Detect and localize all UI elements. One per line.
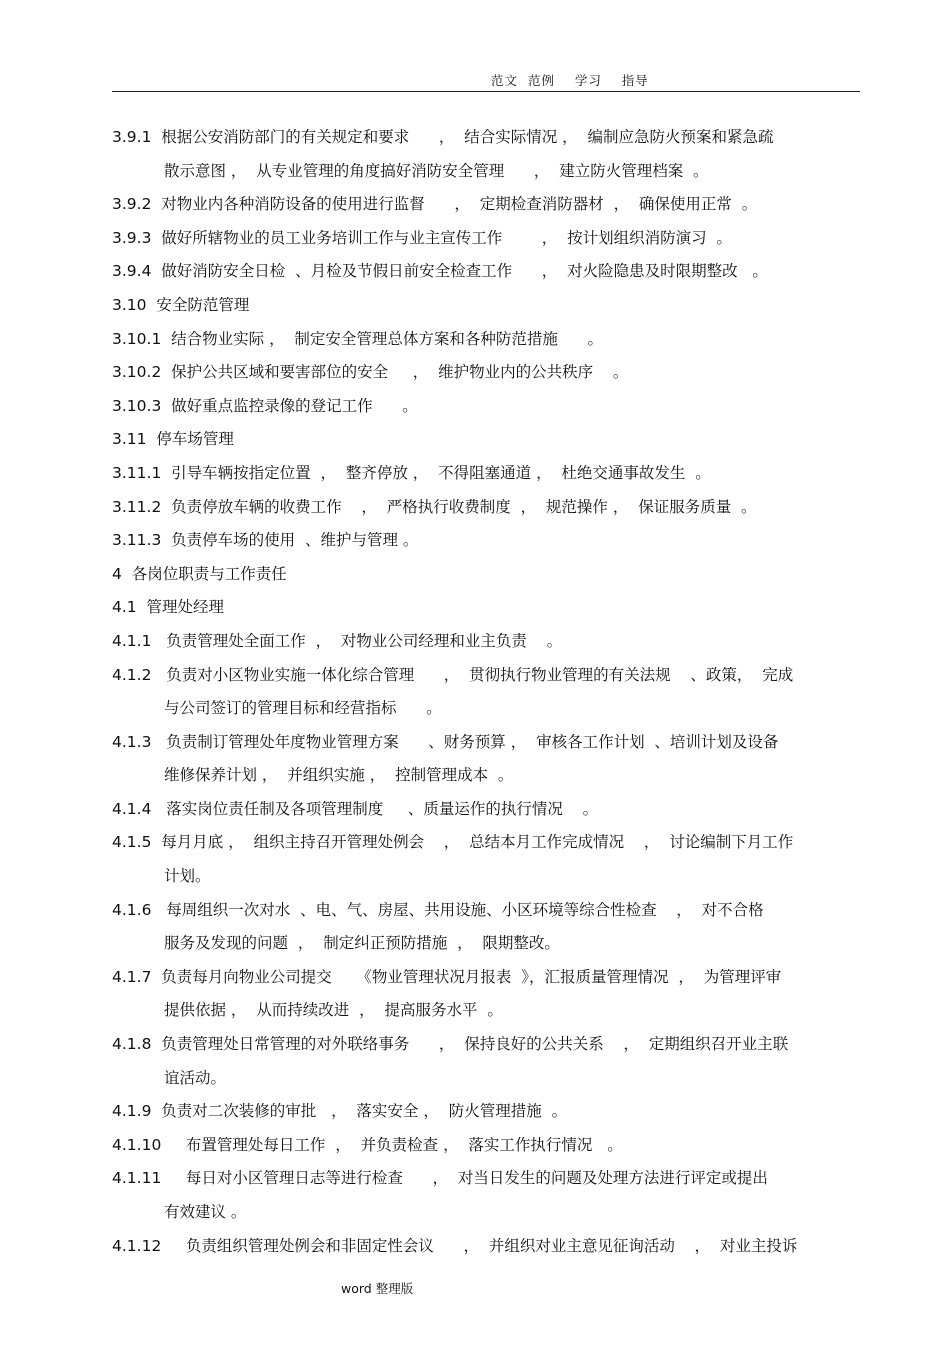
header-text: 范文 范例 学习 指导 bbox=[491, 73, 649, 88]
paragraph-line: 3.10.1 结合物业实际 ， 制定安全管理总体方案和各种防范措施 。 bbox=[112, 329, 603, 348]
paragraph-continuation-line: 谊活动。 bbox=[164, 1068, 227, 1087]
paragraph-line: 3.11.3 负责停车场的使用 、维护与管理 。 bbox=[112, 531, 419, 550]
paragraph-line: 3.9.3 做好所辖物业的员工业务培训工作与业主宣传工作 ， 按计划组织消防演习 。 bbox=[112, 228, 732, 247]
paragraph-line: 4.1.5 每月月底 ， 组织主持召开管理处例会 ， 总结本月工作完成情况 ， 讨论编制下月工作 bbox=[112, 833, 794, 852]
paragraph-continuation-line: 与公司签订的管理目标和经营指标 。 bbox=[164, 699, 442, 718]
paragraph-line: 4.1.8 负责管理处日常管理的对外联络事务 ， 保持良好的公共关系 ， 定期组织召开业主联 bbox=[112, 1035, 789, 1054]
paragraph-line: 3.9.1 根据公安消防部门的有关规定和要求 ， 结合实际情况 ， 编制应急防火预案和紧急疏 bbox=[112, 128, 774, 146]
paragraph-line: 4 各岗位职责与工作责任 bbox=[112, 564, 287, 583]
paragraph-line: 3.10.2 保护公共区域和要害部位的安全 ， 维护物业内的公共秩序 。 bbox=[112, 363, 629, 382]
paragraph-continuation-line: 服务及发现的问题 ， 制定纠正预防措施 ， 限期整改。 bbox=[164, 934, 560, 953]
paragraph-line: 4.1.12 负责组织管理处例会和非固定性会议 ， 并组织对业主意见征询活动 ， 对业主投诉 bbox=[112, 1236, 798, 1255]
paragraph-line: 4.1.1 负责管理处全面工作 ， 对物业公司经理和业主负责 。 bbox=[112, 631, 563, 650]
paragraph-line: 3.9.2 对物业内各种消防设备的使用进行监督 ， 定期检查消防器材 ， 确保使用正常 。 bbox=[112, 195, 758, 214]
paragraph-line: 4.1 管理处经理 bbox=[112, 598, 225, 617]
paragraph-line: 4.1.4 落实岗位责任制及各项管理制度 、质量运作的执行情况 。 bbox=[112, 799, 599, 818]
paragraph-line: 3.11.2 负责停放车辆的收费工作 ， 严格执行收费制度 ， 规范操作 ， 保证服务质量 。 bbox=[112, 497, 757, 516]
paragraph-line: 4.1.2 负责对小区物业实施一体化综合管理 ， 贯彻执行物业管理的有关法规 、政策， 完成 bbox=[112, 665, 794, 684]
paragraph-line: 4.1.9 负责对二次装修的审批 ， 落实安全 ， 防火管理措施 。 bbox=[112, 1102, 568, 1121]
paragraph-line: 3.9.4 做好消防安全日检 、月检及节假日前安全检查工作 ， 对火险隐患及时限期整改 。 bbox=[112, 262, 768, 281]
paragraph-line: 4.1.3 负责制订管理处年度物业管理方案 、财务预算 ， 审核各工作计划 、培训计划及设备 bbox=[112, 732, 779, 751]
paragraph-continuation-line: 计划。 bbox=[164, 867, 211, 886]
paragraph-continuation-line: 维修保养计划 ， 并组织实施 ， 控制管理成本 。 bbox=[164, 766, 514, 785]
paragraph-line: 3.11 停车场管理 bbox=[112, 430, 234, 449]
paragraph-line: 4.1.11 每日对小区管理日志等进行检查 ， 对当日发生的问题及处理方法进行评定或提出 bbox=[112, 1169, 768, 1188]
document-body bbox=[112, 121, 862, 1263]
paragraph-continuation-line: 散示意图 ， 从专业管理的角度搞好消防安全管理 ， 建立防火管理档案 。 bbox=[164, 161, 709, 180]
paragraph-line: 3.11.1 引导车辆按指定位置 ， 整齐停放 ， 不得阻塞通道 ， 杜绝交通事故发生 。 bbox=[112, 463, 711, 482]
paragraph-line: 4.1.7 负责每月向物业公司提交 《物业管理状况月报表 》，汇报质量管理情况 ， 为管理评审 bbox=[112, 967, 782, 986]
paragraph-line: 3.10 安全防范管理 bbox=[112, 295, 250, 314]
paragraph-line: 3.10.3 做好重点监控录像的登记工作 。 bbox=[112, 396, 418, 415]
header-rule bbox=[112, 91, 860, 92]
paragraph-continuation-line: 提供依据 ， 从而持续改进 ， 提高服务水平 。 bbox=[164, 1001, 503, 1020]
paragraph-line: 4.1.10 布置管理处每日工作 ， 并负责检查 ， 落实工作执行情况 。 bbox=[112, 1135, 623, 1154]
paragraph-line: 4.1.6 每周组织一次对水 、电、气、房屋、共用设施、小区环境等综合性检查 ， 对不合格 bbox=[112, 900, 764, 919]
page-header bbox=[0, 62, 950, 92]
paragraph-continuation-line: 有效建议 。 bbox=[164, 1203, 247, 1221]
page-footer: word 整理版 bbox=[341, 1281, 414, 1296]
